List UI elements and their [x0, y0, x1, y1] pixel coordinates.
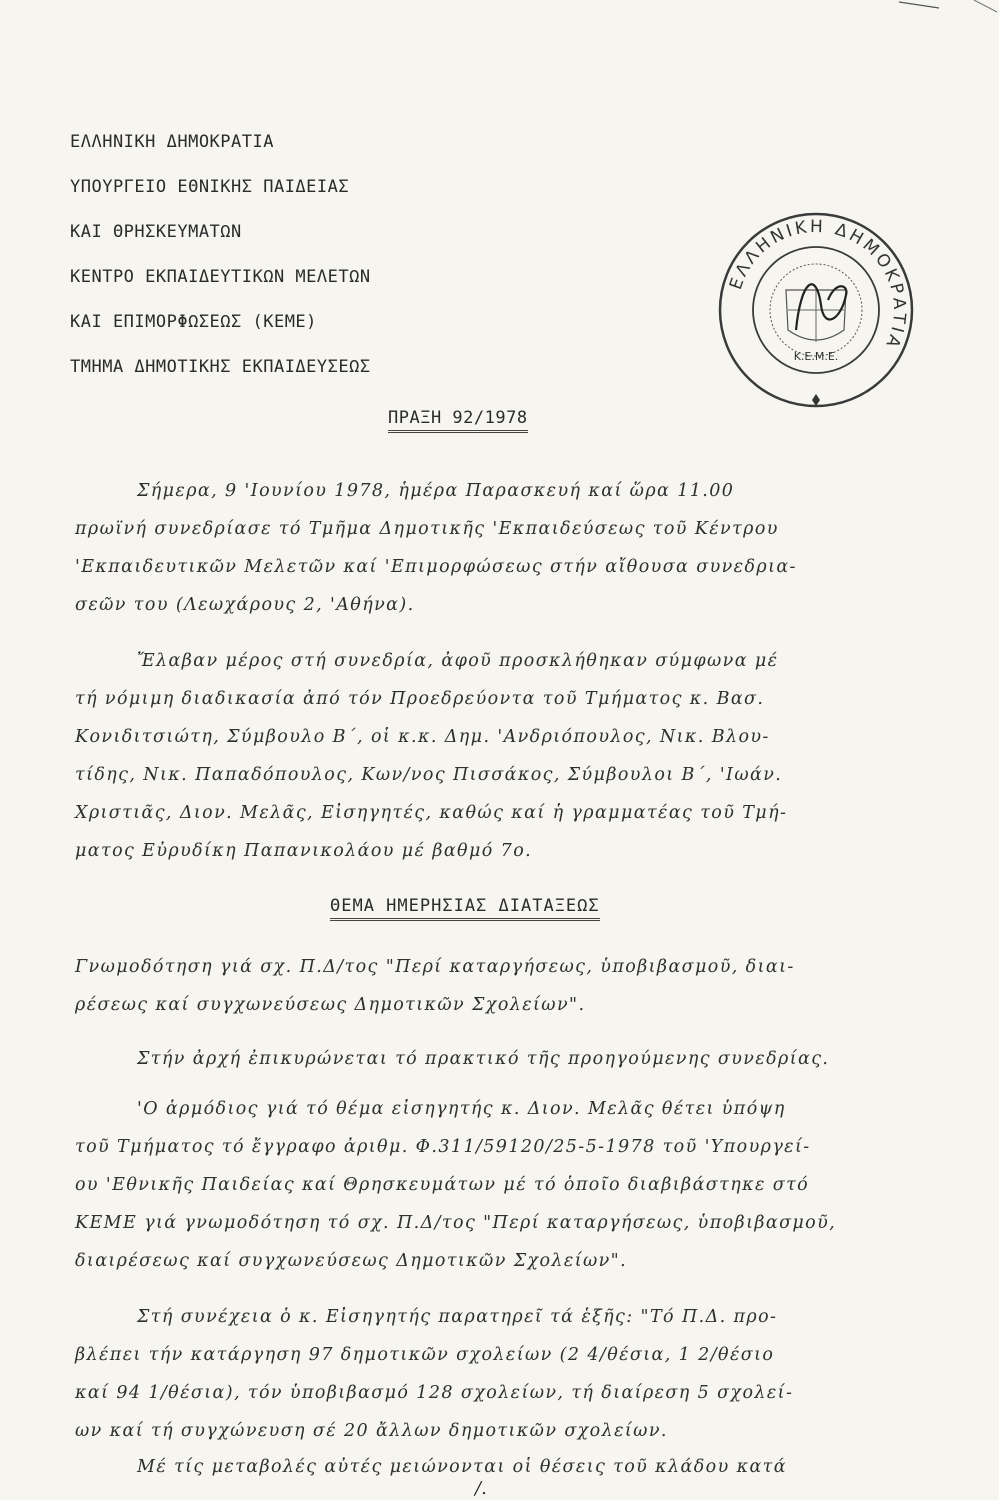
- text-line: τοῦ Τμήματος τό ἔγγραφο ἀριθμ. Φ.311/59120/25-5-1978 τοῦ 'Υπουργεί-: [75, 1137, 811, 1157]
- letterhead-line: ΕΛΛΗΝΙΚΗ ΔΗΜΟΚΡΑΤΙΑ: [70, 132, 274, 152]
- text-line: πρωϊνή συνεδρίασε τό Τμῆμα Δημοτικῆς 'Εκπαιδεύσεως τοῦ Κέντρου: [75, 519, 779, 539]
- intro-paragraph: [75, 472, 945, 624]
- text-line: βλέπει τήν κατάργηση 97 δημοτικῶν σχολείων (2 4/θέσια, 1 2/θέσιο: [75, 1345, 775, 1365]
- text-line: σεῶν του (Λεωχάρους 2, 'Αθήνα).: [75, 595, 415, 615]
- text-line: Ἔλαβαν μέρος στή συνεδρία, ἀφοῦ προσκλήθηκαν σύμφωνα μέ: [137, 651, 779, 671]
- text-line: ρέσεως καί συγχωνεύσεως Δημοτικῶν Σχολείων".: [75, 995, 586, 1015]
- text-line: Σήμερα, 9 'Ιουνίου 1978, ἡμέρα Παρασκευή καί ὥρα 11.00: [137, 481, 735, 501]
- text-line: Στή συνέχεια ὁ κ. Εἰσηγητής παρατηρεῖ τά ἑξῆς: "Τό Π.Δ. προ-: [137, 1307, 778, 1327]
- document-title: ΠΡΑΞΗ 92/1978: [388, 408, 528, 433]
- text-line: ων καί τή συγχώνευση σέ 20 ἄλλων δημοτικῶν σχολείων.: [75, 1421, 668, 1441]
- text-line: διαιρέσεως καί συγχωνεύσεως Δημοτικῶν Σχολείων".: [75, 1251, 628, 1271]
- svg-text:ΕΛΛΗΝΙΚΗ ΔΗΜΟΚΡΑΤΙΑ: ΕΛΛΗΝΙΚΗ ΔΗΜΟΚΡΑΤΙΑ: [726, 216, 910, 353]
- participants-paragraph: [75, 642, 945, 870]
- rapporteur-paragraph: [75, 1090, 945, 1280]
- text-line: τή νόμιμη διαδικασία ἀπό τόν Προεδρεύοντα τοῦ Τμήματος κ. Βασ.: [75, 689, 765, 709]
- text-line: καί 94 1/θέσια), τόν ὑποβιβασμό 128 σχολείων, τή διαίρεση 5 σχολεί-: [75, 1383, 794, 1403]
- text-line: Κονιδιτσιώτη, Σύμβουλο Β΄, οἱ κ.κ. Δημ. 'Ανδριόπουλος, Νικ. Βλου-: [75, 727, 770, 747]
- text-line: ΚΕΜΕ γιά γνωμοδότηση τό σχ. Π.Δ/τος "Περί καταργήσεως, ὑποβιβασμοῦ,: [75, 1213, 837, 1233]
- text-line: Χριστιᾶς, Διον. Μελᾶς, Εἰσηγητές, καθώς καί ἡ γραμματέας τοῦ Τμή-: [75, 803, 788, 823]
- continuation-mark: /.: [475, 1478, 487, 1499]
- agenda-paragraph: [75, 948, 945, 1024]
- text-line: 'Εκπαιδευτικῶν Μελετῶν καί 'Επιμορφώσεως στήν αἴθουσα συνεδρια-: [75, 557, 797, 577]
- svg-text:Κ.Ε.Μ.Ε.: Κ.Ε.Μ.Ε.: [793, 350, 839, 363]
- remarks-paragraph: [75, 1298, 945, 1450]
- text-line: τίδης, Νικ. Παπαδόπουλος, Κων/νος Πισσάκος, Σύμβουλοι Β΄, 'Ιωάν.: [75, 765, 783, 785]
- official-seal-stamp: [716, 210, 916, 410]
- text-line: Στήν ἀρχή ἐπικυρώνεται τό πρακτικό τῆς προηγούμενης συνεδρίας.: [137, 1049, 830, 1069]
- closing-paragraph: [75, 1448, 945, 1486]
- text-line: ου 'Εθνικῆς Παιδείας καί Θρησκευμάτων μέ τό ὁποῖο διαβιβάστηκε στό: [75, 1175, 810, 1195]
- letterhead-line: ΤΜΗΜΑ ΔΗΜΟΤΙΚΗΣ ΕΚΠΑΙΔΕΥΣΕΩΣ: [70, 357, 371, 377]
- agenda-heading: ΘΕΜΑ ΗΜΕΡΗΣΙΑΣ ΔΙΑΤΑΞΕΩΣ: [330, 896, 600, 921]
- text-line: Γνωμοδότηση γιά σχ. Π.Δ/τος "Περί καταργήσεως, ὑποβιβασμοῦ, διαι-: [75, 957, 795, 977]
- letterhead-line: ΚΑΙ ΘΡΗΣΚΕΥΜΑΤΩΝ: [70, 222, 242, 242]
- text-line: Μέ τίς μεταβολές αὐτές μειώνονται οἱ θέσεις τοῦ κλάδου κατά: [137, 1457, 787, 1477]
- letterhead-line: ΚΑΙ ΕΠΙΜΟΡΦΩΣΕΩΣ (ΚΕΜΕ): [70, 312, 317, 332]
- text-line: ματος Εὐρυδίκη Παπανικολάου μέ βαθμό 7ο.: [75, 841, 533, 861]
- letterhead-line: ΥΠΟΥΡΓΕΙΟ ΕΘΝΙΚΗΣ ΠΑΙΔΕΙΑΣ: [70, 177, 350, 197]
- letterhead: [70, 120, 371, 390]
- corner-scratch: [879, 0, 999, 40]
- approval-paragraph: [75, 1040, 945, 1078]
- text-line: 'Ο ἁρμόδιος γιά τό θέμα εἰσηγητής κ. Διον. Μελᾶς θέτει ὑπόψη: [137, 1099, 786, 1119]
- letterhead-line: ΚΕΝΤΡΟ ΕΚΠΑΙΔΕΥΤΙΚΩΝ ΜΕΛΕΤΩΝ: [70, 267, 371, 287]
